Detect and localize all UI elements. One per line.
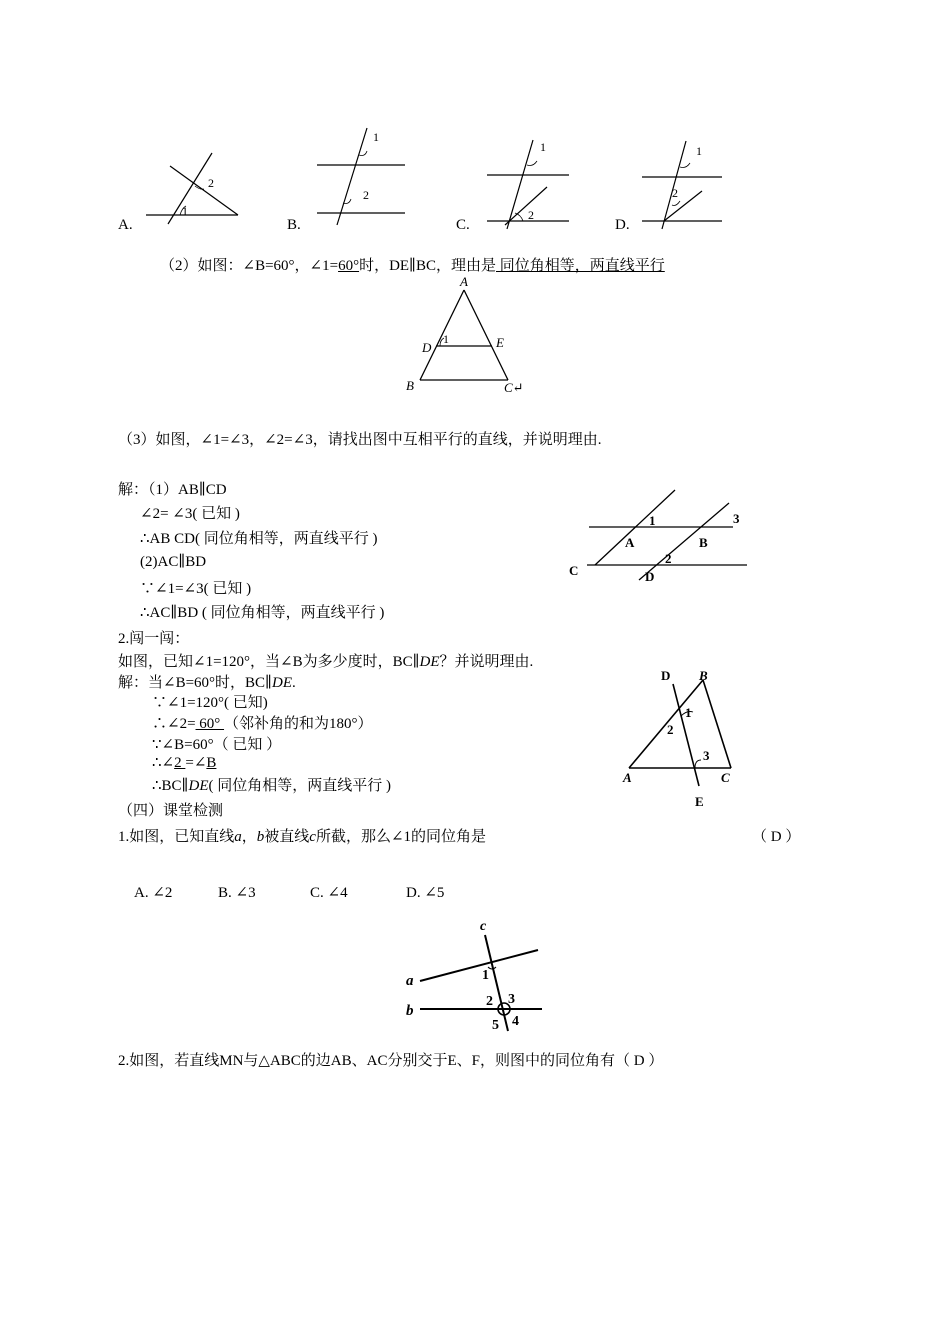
figure-b [315,125,415,225]
q3-label-3: 3 [733,511,740,526]
check-fig-3: 3 [508,992,515,1007]
p2-label-c: C [721,770,730,785]
q2-label-1: 1 [443,332,449,346]
check-fig-2: 2 [486,994,493,1009]
q3-sol-line-2: ∠2= ∠3( 已知 ) [140,506,240,522]
p2-label-2: 2 [667,722,674,737]
check-fig-4: 4 [512,1014,519,1029]
check-q2: 2.如图，若直线MN与△ABC的边AB、AC分别交于E、F，则图中的同位角有（ D ） [118,1053,664,1069]
q2-label-a: A [460,274,468,289]
p2-sol-line-6: ∴BC∥DE( 同位角相等，两直线平行 ) [152,778,391,794]
q3-label-d: D [645,569,655,584]
check-q1-figure [400,915,560,1035]
fig-a-label: A. [118,217,133,233]
fig-d-angle-1: 1 [696,144,702,158]
q3-label-c: C [569,563,579,578]
p2-label-3: 3 [703,748,710,763]
q3-parallel-figure [565,485,765,595]
q3-sol-line-3: ∴AB CD( 同位角相等，两直线平行 ) [140,531,378,547]
p2-triangle-figure [615,662,765,812]
check-fig-a: a [406,973,414,989]
fig-b-angle-1: 1 [373,130,379,144]
check-fig-b: b [406,1003,414,1019]
q2-triangle-figure [400,272,540,402]
check-header: （四）课堂检测 [118,803,224,819]
q3-sol-line-4: (2)AC∥BD [140,554,207,570]
check-fig-1: 1 [482,968,489,983]
q3-label-b: B [699,535,708,550]
q3-label-2: 2 [665,551,672,566]
fig-a-angle-2: 2 [208,176,214,190]
p2-sol-line-4: ∵∠B=60°（ 已知 ） [152,737,282,753]
fig-b-angle-2: 2 [363,188,369,202]
fig-a-angle-1: 1 [182,204,188,218]
p2-title: 2.闯一闯： [118,631,190,647]
q2-label-b: B [406,378,414,393]
fig-b-label: B. [287,217,301,233]
p2-sol-line-2: ∵∠1=120°( 已知) [152,695,268,711]
fig-d-angle-2: 2 [672,186,678,200]
check-q1: 1.如图，已知直线a，b被直线c所截，那么∠1的同位角是 [118,829,487,845]
p2-sol-line-5: ∴∠2 =∠B [152,755,217,771]
p2-label-a: A [623,770,632,785]
fig-c-angle-1: 1 [540,140,546,154]
q3-sol-line-6: ∴AC∥BD ( 同位角相等，两直线平行 ) [140,605,385,621]
figure-d [640,135,740,235]
p2-sol-line-3: ∴∠2= 60° （邻补角的和为180°） [152,716,373,732]
q2-label-e: E [496,335,504,350]
q3-sol-line-5: ∵∠1=∠3( 已知 ) [140,581,252,597]
fig-d-label: D. [615,217,630,233]
p2-label-e: E [695,794,704,809]
p2-label-1: 1 [685,705,692,720]
q2-statement: （2）如图：∠B=60°，∠1=60°时，DE∥BC，理由是 同位角相等，两直线平行 [160,258,665,274]
option-b: B. ∠3 [218,885,256,901]
p2-label-d: D [661,668,671,683]
option-d: D. ∠5 [406,885,445,901]
figure-a [140,148,250,228]
q2-label-d: D [422,340,432,355]
q3-statement: （3）如图，∠1=∠3，∠2=∠3，请找出图中互相平行的直线，并说明理由. [118,432,602,448]
fig-c-label: C. [456,217,470,233]
figure-c [485,135,585,235]
q3-label-1: 1 [649,513,656,528]
q3-label-a: A [625,535,635,550]
check-fig-5: 5 [492,1018,499,1033]
p2-statement: 如图，已知∠1=120°，当∠B为多少度时，BC∥DE？并说明理由. [118,654,534,670]
p2-sol-line-1: 解：当∠B=60°时，BC∥DE. [118,675,296,691]
q2-label-c: C↵ [504,380,524,395]
option-c: C. ∠4 [310,885,348,901]
q3-sol-line-1: 解：（1）AB∥CD [118,482,227,498]
option-a: A. ∠2 [134,885,173,901]
p2-label-b: B [699,668,708,683]
check-fig-c: c [480,919,487,934]
fig-c-angle-2: 2 [528,208,534,222]
check-q1-answer: （ D ） [752,829,801,845]
